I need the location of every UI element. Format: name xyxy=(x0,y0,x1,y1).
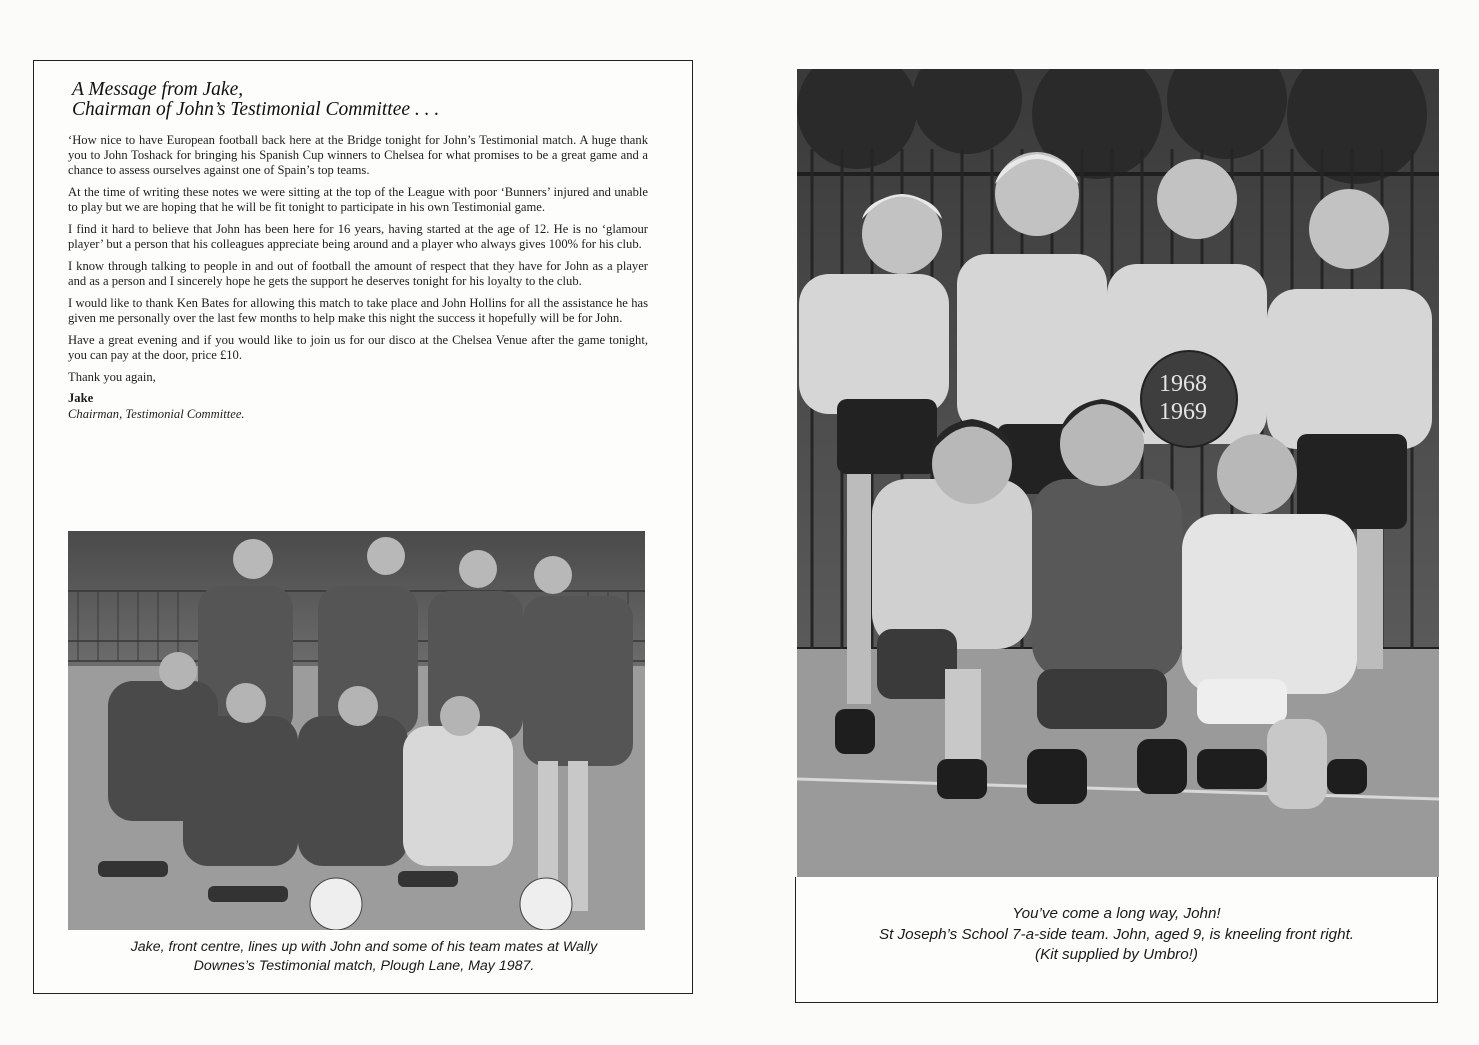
paragraph: I know through talking to people in and out of football the amount of respect that they have for John as a player and as a person and I sincerely hope he gets the support he deserves tonight for his loyalty to the club. xyxy=(68,258,648,289)
caption-line: St Joseph’s School 7-a-side team. John, aged 9, is kneeling front right. xyxy=(878,925,1355,943)
photo-caption-right xyxy=(796,904,1437,966)
message-body xyxy=(68,133,648,422)
team-mates-photo xyxy=(68,531,645,930)
paragraph: I would like to thank Ken Bates for allowing this match to take place and John Hollins for all the assistance he has given me personally over the last few months to help make this night the success it hopefully will be for John. xyxy=(68,295,648,326)
message-title-line-1: A Message from Jake, xyxy=(72,79,244,100)
caption-line: You’ve come a long way, John! xyxy=(1012,905,1221,922)
message-title-line-2: Chairman of John’s Testimonial Committee . . . xyxy=(72,99,440,120)
school-team-photo xyxy=(797,69,1439,877)
paragraph: I find it hard to believe that John has been here for 16 years, having started at the age of 12. He is no ‘glamour player’ but a person that his colleagues appreciate being around and a player who always gives 100% for his club. xyxy=(68,222,648,252)
ball-text-1968: 1968 xyxy=(1159,371,1207,397)
closing-line: Thank you again, xyxy=(68,369,156,384)
message-title xyxy=(72,80,672,120)
paragraph: Have a great evening and if you would like to join us for our disco at the Chelsea Venue after the game tonight, you can pay at the door, price £10. xyxy=(68,332,648,362)
signature-role: Chairman, Testimonial Committee. xyxy=(68,406,245,421)
caption-line: (Kit supplied by Umbro!) xyxy=(1035,946,1198,963)
left-page xyxy=(33,60,693,994)
signature-name: Jake xyxy=(68,391,94,406)
ball-text-1969: 1969 xyxy=(1159,399,1207,425)
paragraph: At the time of writing these notes we were sitting at the top of the League with poor ‘Bunners’ injured and unable to play but we are hoping that he will be fit tonight to participate in his own Testimonial game. xyxy=(68,185,648,215)
paragraph: ‘How nice to have European football back here at the Bridge tonight for John’s Testimonial match. A huge thank you to John Toshack for bringing his Spanish Cup winners to Chelsea for what promises to be a great game and a chance to assess ourselves against one of Spain’s top teams. xyxy=(68,133,648,178)
caption-line: Downes’s Testimonial match, Plough Lane, May 1987. xyxy=(193,958,535,974)
photo-caption-left xyxy=(54,938,674,976)
caption-line: Jake, front centre, lines up with John and some of his team mates at Wally xyxy=(130,939,598,955)
right-caption-box xyxy=(795,877,1438,1003)
